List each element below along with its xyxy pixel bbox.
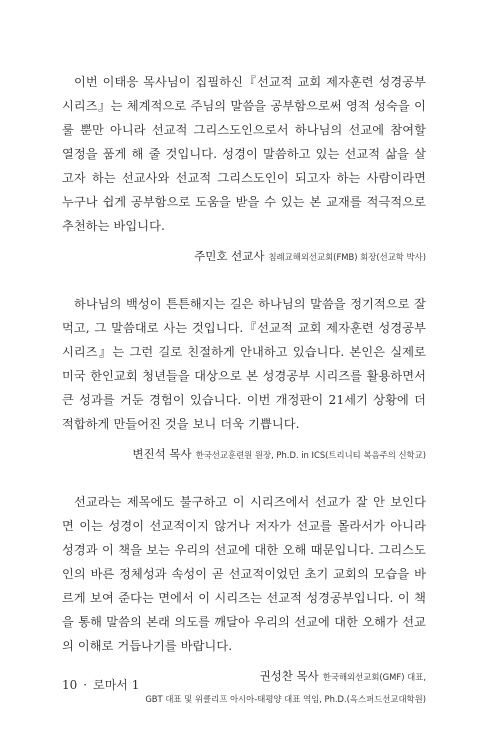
endorser-title-continued: GBT 대표 및 위클리프 아시아-태평양 대표 역임, Ph.D.(옥스퍼드선교대학원)	[145, 694, 426, 704]
footer-separator: ·	[83, 678, 88, 692]
document-page	[62, 70, 426, 708]
endorsement-text: 선교라는 제목에도 불구하고 이 시리즈에서 선교가 잘 안 보인다면 이는 성경이 선교적이지 않거나 저자가 선교를 몰라서가 아니라 성경과 이 책을 보는 우리의 선교에 대한 오해 때문입니다. 그리스도인의 바른 정체성과 속성이 곧 선교적이었던 초기 교회의 모습을 바르게 보여 준다는 면에서 이 시리즈는 선교적 성경공부입니다. 이 책을 통해 말씀의 본래 의도를 깨달아 우리의 선교에 대한 오해가 선교의 이해로 거듭나기를 바랍니다.	[62, 495, 426, 653]
endorser-name: 변진석 목사	[132, 447, 192, 461]
book-title: 로마서 1	[93, 678, 140, 692]
endorsement-block	[62, 292, 426, 464]
endorser-title: 침례교해외선교회(FMB) 회장(선교학 박사)	[268, 252, 426, 262]
page-number: 10	[62, 678, 78, 692]
endorser-name: 주민호 선교사	[194, 249, 265, 263]
endorser-signature	[62, 246, 426, 266]
endorsement-text: 하나님의 백성이 튼튼해지는 길은 하나님의 말씀을 정기적으로 잘 먹고, 그 말씀대로 사는 것입니다.『선교적 교회 제자훈련 성경공부 시리즈』는 그런 길로 친절하게 안내하고 있습니다. 본인은 실제로 미국 한인교회 청년들을 대상으로 본 성경공부 시리즈를 활용하면서 큰 성과를 거둔 경험이 있습니다. 이번 개정판이 21세기 상황에 더 적합하게 만들어진 것을 보니 더욱 기쁩니다.	[62, 297, 426, 431]
page-footer	[62, 676, 139, 693]
endorser-title: 한국해외선교회(GMF) 대표,	[322, 672, 426, 682]
endorsement-block	[62, 70, 426, 266]
endorser-name: 권성찬 목사	[259, 669, 319, 683]
endorsement-text: 이번 이태응 목사님이 집필하신『선교적 교회 제자훈련 성경공부 시리즈』는 체계적으로 주님의 말씀을 공부함으로써 영적 성숙을 이룰 뿐만 아니라 선교적 그리스도인으로서 하나님의 선교에 참여할 열정을 품게 해 줄 것입니다. 성경이 말씀하고 있는 선교적 삶을 살고자 하는 선교사와 선교적 그리스도인이 되고자 하는 사람이라면 누구나 쉽게 공부함으로 도움을 받을 수 있는 본 교재를 적극적으로 추천하는 바입니다.	[62, 75, 426, 233]
endorser-signature	[62, 444, 426, 464]
endorser-title: 한국선교훈련원 원장, Ph.D. in ICS(트리니티 복음주의 신학교)	[195, 450, 426, 460]
